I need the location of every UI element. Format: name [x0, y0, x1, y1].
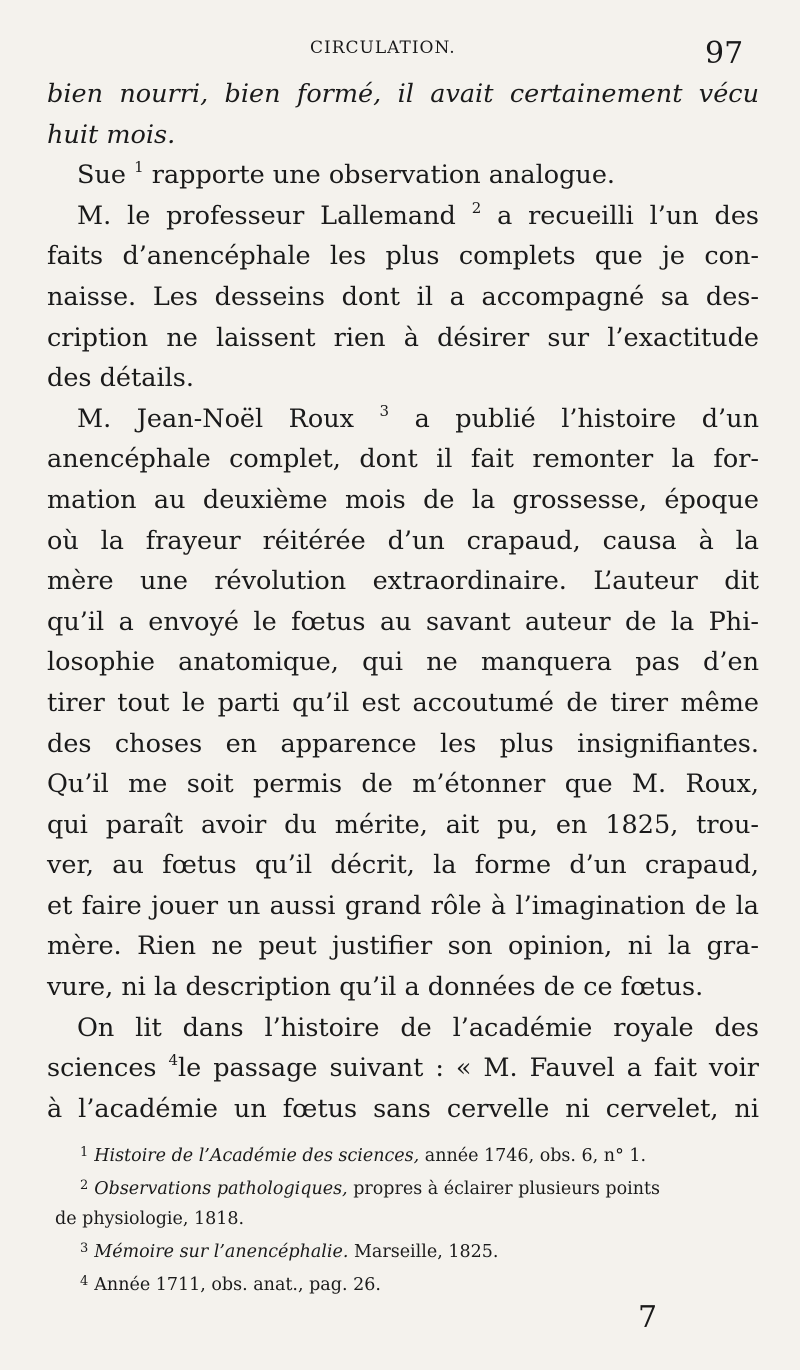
running-title: CIRCULATION. — [310, 38, 456, 58]
text-line: des choses en apparence les plus insignifiantes. — [47, 728, 759, 759]
text-line: cription ne laissent rien à désirer sur l’exactitude — [47, 322, 759, 353]
text-line: des détails. — [47, 363, 194, 394]
page-number: 97 — [705, 36, 744, 71]
text-line: mère. Rien ne peut justifier son opinion, ni la gra- — [47, 931, 759, 962]
footnote: $^3$ Mémoire sur l’anencéphalie. Marseille, 1825. — [80, 1241, 499, 1262]
footnote-ref: 3 — [379, 401, 390, 420]
footnote-continuation: de physiologie, 1818. — [55, 1209, 245, 1229]
body-text — [47, 74, 759, 1129]
signature-mark: 7 — [638, 1300, 658, 1335]
text-line: losophie anatomique, qui ne manquera pas d’en — [47, 647, 759, 678]
text-line: qui paraît avoir du mérite, ait pu, en 1825, trou- — [47, 809, 759, 840]
text-line: et faire jouer un aussi grand rôle à l’imagination de la — [47, 890, 759, 921]
text-line: tirer tout le parti qu’il est accoutumé de tirer même — [47, 687, 759, 718]
text-line: mère une révolution extraordinaire. L’auteur dit — [47, 566, 759, 597]
text-line: sciences $^4$le passage suivant : « M. Fauvel a fait voir — [47, 1051, 759, 1084]
footnote-ref: 4 — [168, 1051, 178, 1070]
footnote: $^4$ Année 1711, obs. anat., pag. 26. — [80, 1274, 381, 1295]
paragraph-line: On lit dans l’histoire de l’académie royale des — [77, 1012, 759, 1043]
text-line: mation au deuxième mois de la grossesse, époque — [47, 484, 759, 515]
italic-text: huit mois. — [47, 119, 176, 150]
footnote: $^1$ Histoire de l’Académie des sciences, année 1746, obs. 6, n° 1. — [80, 1145, 647, 1166]
paragraph-line: Sue $^1$ rapporte une observation analogue. — [77, 158, 616, 191]
footnote: $^2$ Observations pathologiques, propres à éclairer plusieurs points — [80, 1178, 661, 1199]
paragraph-line: M. Jean-Noël Roux $^3$ a publié l’histoire d’un — [77, 401, 760, 434]
footnote-ref: 2 — [471, 198, 482, 217]
text-line: qu’il a envoyé le fœtus au savant auteur de la Phi- — [47, 606, 759, 637]
paragraph-line: M. le professeur Lallemand $^2$ a recueilli l’un des — [77, 198, 760, 231]
footnotes — [55, 1138, 760, 1300]
footnote-ref: 1 — [134, 158, 144, 177]
text-line — [47, 74, 759, 115]
text-line — [47, 115, 759, 156]
text-line: où la frayeur réitérée d’un crapaud, causa à la — [47, 525, 759, 556]
text-line: anencéphale complet, dont il fait remonter la for- — [47, 444, 759, 475]
text-line: ver, au fœtus qu’il décrit, la forme d’un crapaud, — [47, 850, 759, 881]
text-line: naisse. Les desseins dont il a accompagné sa des- — [47, 281, 759, 312]
italic-text: bien nourri, bien formé, il avait certainement vécu — [47, 79, 759, 109]
text-line: à l’académie un fœtus sans cervelle ni cervelet, ni — [47, 1093, 759, 1124]
text-line: Qu’il me soit permis de m’étonner que M. Roux, — [47, 769, 759, 800]
text-line: faits d’anencéphale les plus complets que je con- — [47, 241, 759, 272]
text-line: vure, ni la description qu’il a données de ce fœtus. — [47, 972, 704, 1003]
